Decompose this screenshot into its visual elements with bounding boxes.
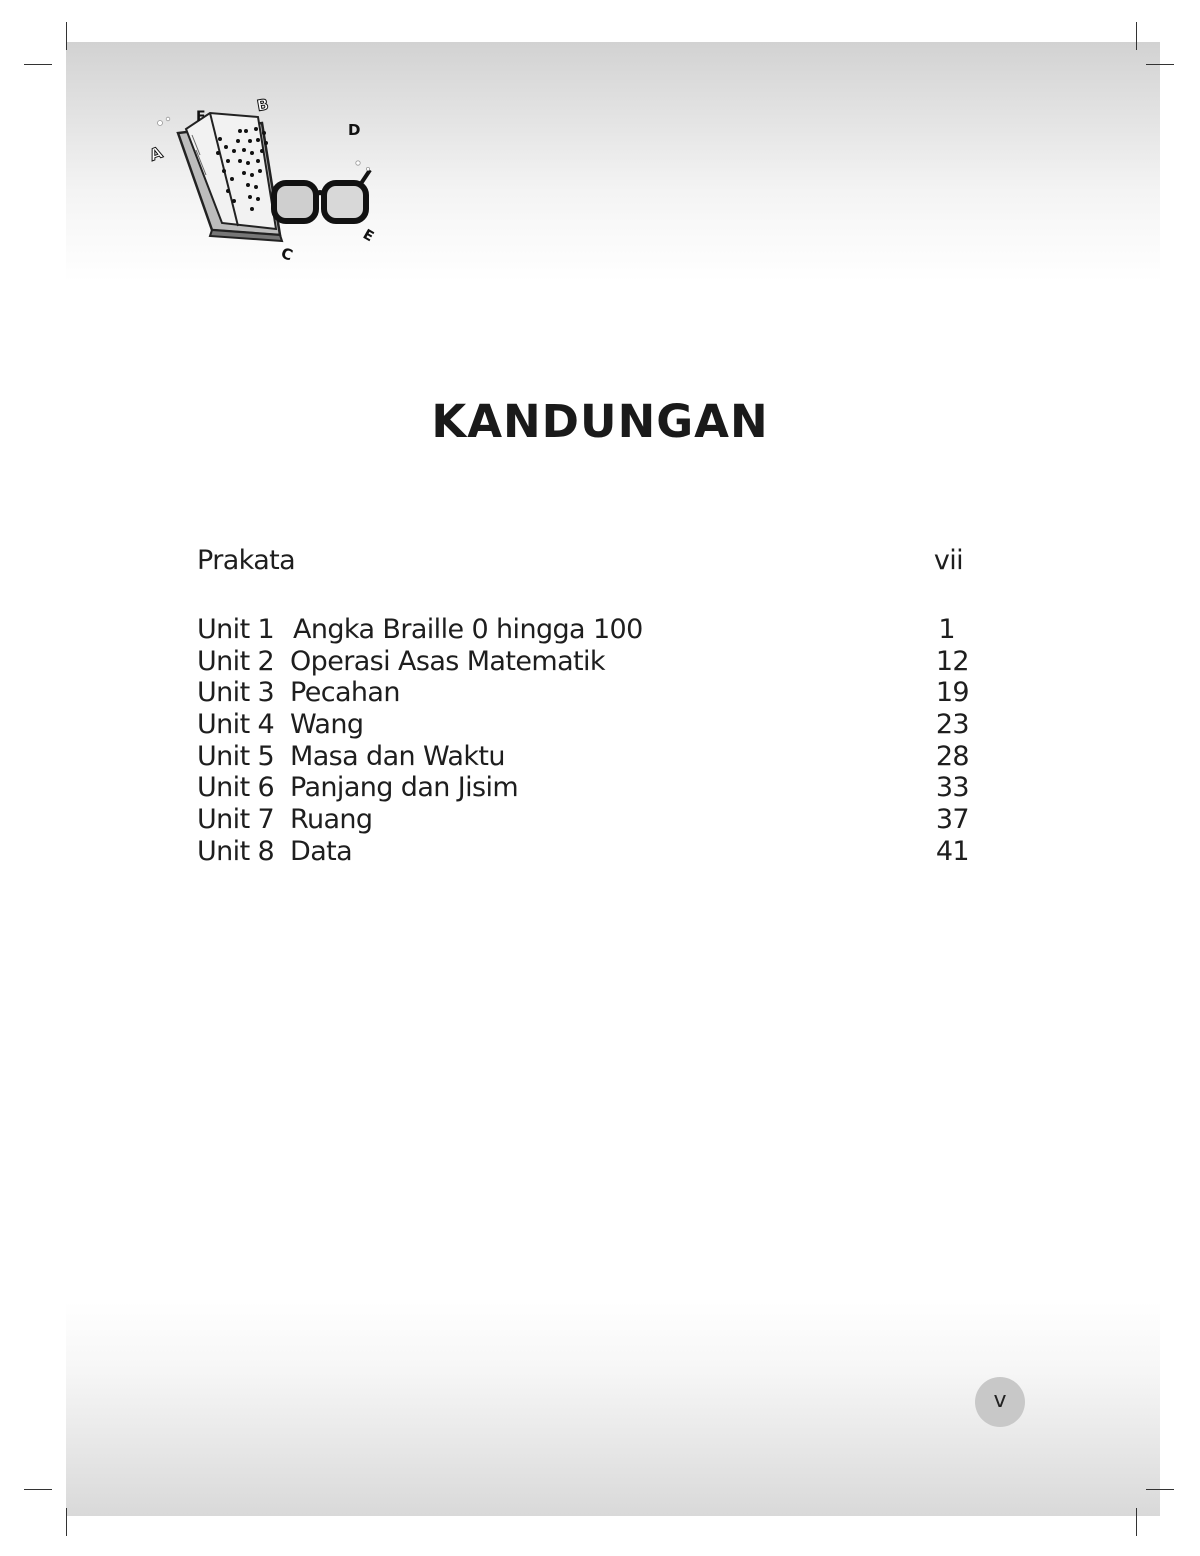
toc-unit-number: Unit 8 xyxy=(197,835,275,867)
toc-entry-unit-3[interactable] xyxy=(197,677,997,709)
toc-unit-number: Unit 5 xyxy=(197,740,275,772)
page-title: KANDUNGAN xyxy=(431,395,769,448)
page-number-badge: v xyxy=(975,1377,1025,1427)
toc-entry-unit-8[interactable] xyxy=(197,836,997,868)
svg-text:D: D xyxy=(348,121,361,139)
toc-unit-number: Unit 6 xyxy=(197,772,275,804)
svg-text:B: B xyxy=(255,95,270,115)
toc-entry-prakata[interactable] xyxy=(197,540,997,582)
crop-mark xyxy=(66,1508,67,1536)
svg-text:A: A xyxy=(146,142,166,165)
toc-entry-page: 19 xyxy=(935,677,969,709)
toc-entry-unit-5[interactable] xyxy=(197,741,997,773)
toc-entry-page: 1 xyxy=(938,614,955,645)
toc-entry-unit-6[interactable] xyxy=(197,772,997,804)
table-of-contents xyxy=(197,540,997,868)
crop-mark xyxy=(1136,1508,1137,1536)
toc-unit-title: Data xyxy=(290,835,353,867)
glasses-icon xyxy=(274,170,370,221)
toc-entry-page: 23 xyxy=(935,709,969,741)
crop-mark xyxy=(24,1489,52,1490)
toc-entry-unit-7[interactable] xyxy=(197,804,997,836)
toc-entry-unit-1[interactable] xyxy=(197,614,997,646)
toc-entry-label: Prakata xyxy=(197,545,296,576)
toc-entry-page: 37 xyxy=(935,804,969,836)
toc-unit-number: Unit 4 xyxy=(197,709,275,741)
toc-unit-title: Operasi Asas Matematik xyxy=(290,645,605,677)
toc-unit-number: Unit 7 xyxy=(197,804,275,836)
svg-text:F: F xyxy=(196,109,206,125)
toc-entry-page: vii xyxy=(933,545,963,576)
toc-unit-title: Masa dan Waktu xyxy=(290,740,505,772)
toc-unit-title: Ruang xyxy=(290,804,373,836)
crop-mark xyxy=(1146,64,1174,65)
toc-unit-number: Unit 2 xyxy=(197,645,275,677)
toc-entry-page: 12 xyxy=(935,645,969,677)
svg-text:C: C xyxy=(278,243,296,265)
braille-book-with-glasses-icon xyxy=(140,95,390,265)
toc-unit-title: Angka Braille 0 hingga 100 xyxy=(293,614,643,645)
toc-entry-unit-2[interactable] xyxy=(197,646,997,678)
toc-unit-title: Wang xyxy=(290,709,364,741)
crop-mark xyxy=(66,22,67,50)
toc-entry-page: 33 xyxy=(935,772,969,804)
crop-mark xyxy=(24,64,52,65)
toc-unit-title: Panjang dan Jisim xyxy=(290,772,519,804)
toc-unit-number: Unit 1 xyxy=(197,614,275,645)
toc-entry-page: 28 xyxy=(935,740,969,772)
toc-entry-unit-4[interactable] xyxy=(197,709,997,741)
toc-unit-number: Unit 3 xyxy=(197,677,275,709)
crop-mark xyxy=(1136,22,1137,50)
toc-entry-page: 41 xyxy=(935,835,969,867)
toc-unit-title: Pecahan xyxy=(290,677,400,709)
crop-mark xyxy=(1146,1489,1174,1490)
svg-text:E: E xyxy=(360,226,377,246)
